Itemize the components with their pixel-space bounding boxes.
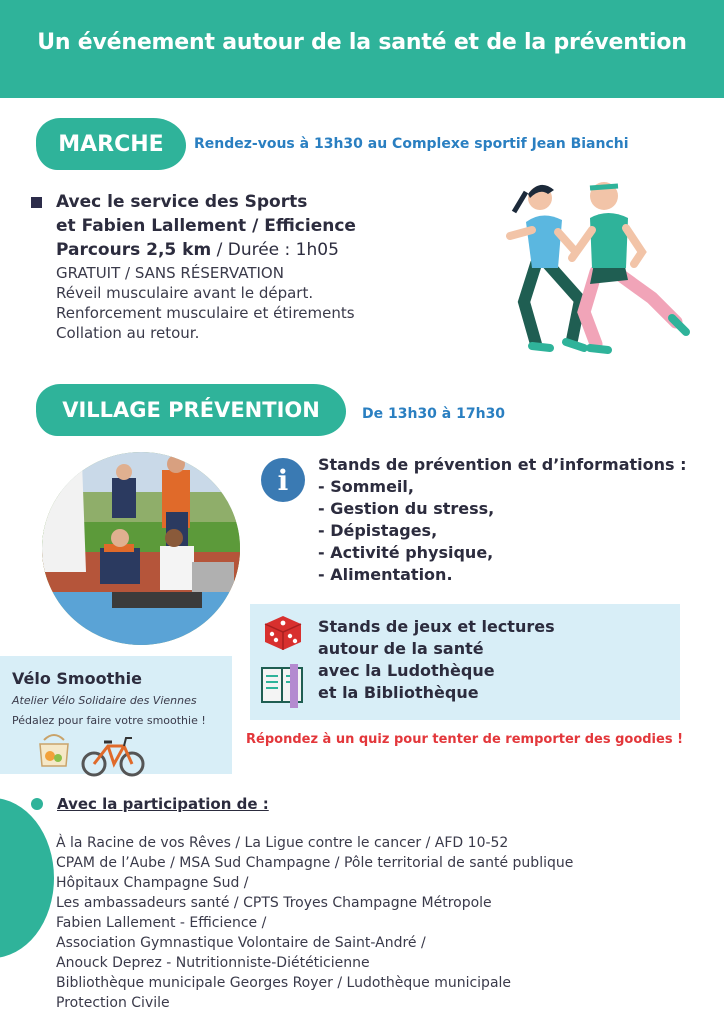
page-title: Un événement autour de la santé et de la prévention [37,30,687,55]
participation-line-8: Bibliothèque municipale Georges Royer / Ludothèque municipale [56,975,512,991]
marche-detail-2: Réveil musculaire avant le départ. [56,284,314,302]
quiz-callout: Répondez à un quiz pour tenter de remporter des goodies ! [246,732,684,747]
book-icon [260,664,306,708]
velo-subtitle: Atelier Vélo Solidaire des Viennes [12,694,197,707]
marche-line-2: et Fabien Lallement / Efficience [56,216,356,236]
marche-detail-3: Renforcement musculaire et étirements [56,304,355,322]
marche-parcours: Parcours 2,5 km [56,240,212,260]
stands-item-activite: - Activité physique, [318,543,494,562]
stands-item-depistages: - Dépistages, [318,521,438,540]
village-pill [36,384,346,436]
bicycle-icon [80,734,146,778]
participation-line-6: Association Gymnastique Volontaire de Saint-André / [56,935,426,951]
stands-item-sommeil: - Sommeil, [318,477,414,496]
runner-man-icon [572,182,686,350]
participation-line-7: Anouck Deprez - Nutritionniste-Diététicienne [56,955,370,971]
participation-line-2: CPAM de l’Aube / MSA Sud Champagne / Pôle territorial de santé publique [56,855,574,871]
participation-line-1: À la Racine de vos Rêves / La Ligue contre le cancer / AFD 10-52 [56,835,509,851]
marche-detail-1: GRATUIT / SANS RÉSERVATION [56,264,284,282]
games-line-1: Stands de jeux et lectures [318,617,555,636]
participation-line-5: Fabien Lallement - Efficience / [56,915,267,931]
runner-woman-icon [510,185,584,348]
marche-label: MARCHE [58,131,164,157]
marche-pill [36,118,186,170]
dice-icon [261,610,305,652]
marche-duree: / Durée : 1h05 [211,240,339,260]
games-line-3: avec la Ludothèque [318,661,495,680]
prevention-photo [42,452,240,645]
first-aid-scene-image [42,452,240,645]
marche-line-1: Avec le service des Sports [56,192,308,212]
stands-title: Stands de prévention et d’informations : [318,455,687,474]
participation-line-3: Hôpitaux Champagne Sud / [56,875,249,891]
games-line-2: autour de la santé [318,639,484,658]
games-line-4: et la Bibliothèque [318,683,479,702]
village-label: VILLAGE PRÉVENTION [62,398,320,422]
participation-line-9: Protection Civile [56,995,170,1011]
marche-rdv: Rendez-vous à 13h30 au Complexe sportif Jean Bianchi [194,136,629,152]
stands-item-alimentation: - Alimentation. [318,565,453,584]
participation-line-4: Les ambassadeurs santé / CPTS Troyes Champagne Métropole [56,895,492,911]
marche-parcours-line [56,240,339,260]
velo-description: Pédalez pour faire votre smoothie ! [12,714,206,727]
participation-title: Avec la participation de : [57,795,269,813]
velo-title: Vélo Smoothie [12,669,142,688]
info-icon: i [261,458,305,502]
decorative-teal-arc [0,798,54,958]
fruit-bag-icon [36,730,72,770]
village-hours: De 13h30 à 17h30 [362,406,506,422]
stands-item-stress: - Gestion du stress, [318,499,495,518]
bullet-dot-icon [31,798,43,810]
square-bullet-icon [31,197,42,208]
runners-illustration [496,172,700,362]
marche-detail-4: Collation au retour. [56,324,200,342]
